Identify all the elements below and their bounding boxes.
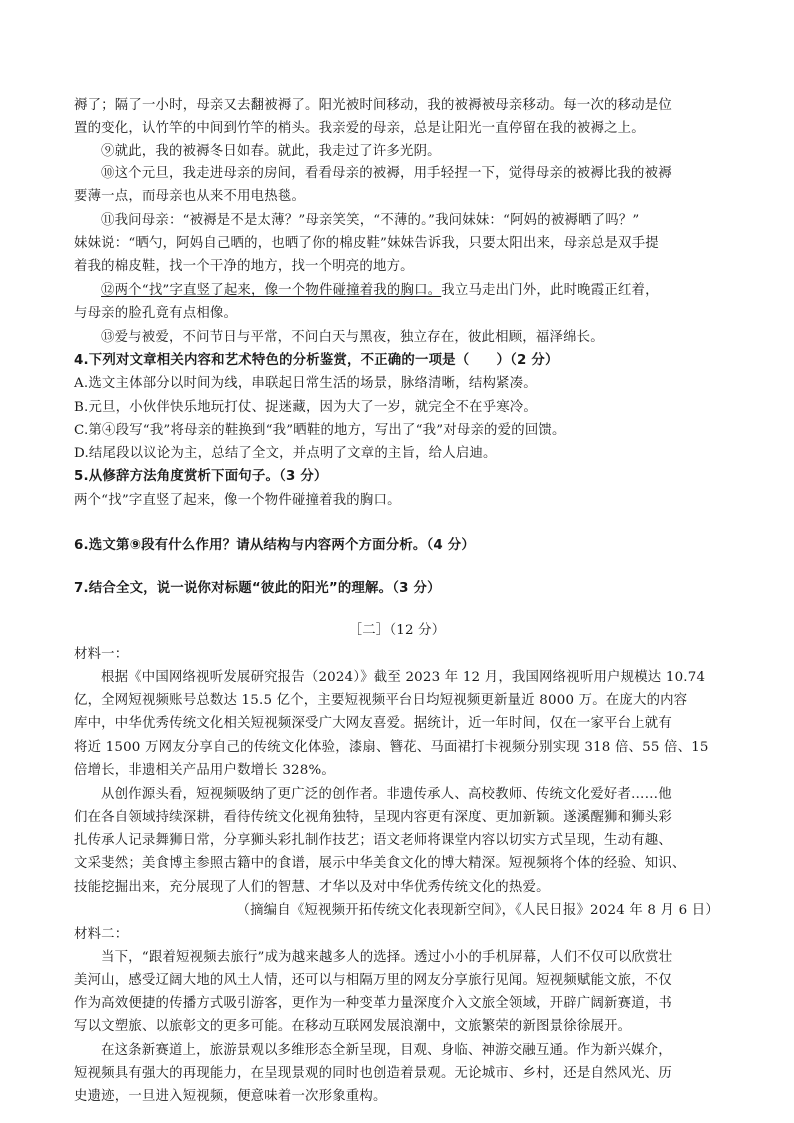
paragraph-9: ⑨就此，我的被褥冬日如春。就此，我走过了许多光阴。: [101, 144, 441, 159]
passage-line: 置的变化，认竹竿的中间到竹竿的梢头。我亲爱的母亲，总是让阳光一直停留在我的被褥之上。: [74, 121, 645, 136]
underlined-sentence: ⑫两个“找”字直竖了起来，像一个物件碰撞着我的胸口。: [101, 283, 442, 298]
material-1-line: 库中，中华优秀传统文化相关短视频深受广大网友喜爱。据统计，近一年时间，仅在一家平台上就有: [74, 716, 672, 731]
material-2-label: 材料二：: [74, 927, 129, 942]
paragraph-11: ⑪我问母亲：“被褥是不是太薄？”母亲笑笑，“不薄的。”我问妹妹：“阿妈的被褥晒了吗？”: [101, 213, 640, 228]
passage-line: 褥了；隔了一小时，母亲又去翻被褥了。阳光被时间移动，我的被褥被母亲移动。每一次的移动是位: [74, 98, 672, 113]
material-2-line: 短视频具有强大的再现能力，在呈现景观的同时也创造着景观。无论城市、乡村，还是自然风光、历: [74, 1066, 672, 1081]
question-5-sentence: 两个“找”字直竖了起来，像一个物件碰撞着我的胸口。: [74, 493, 401, 508]
section-heading: ［二］（12 分）: [348, 623, 446, 638]
question-4: 4.下列对文章相关内容和艺术特色的分析鉴赏，不正确的一项是（ ）（2 分）: [74, 353, 559, 368]
material-2-line: 在这条新赛道上，旅游景观以多维形态全新呈现，目观、身临、神游交融互通。作为新兴媒介，: [101, 1043, 672, 1058]
passage-line: 妹妹说：“晒勺，阿妈自己晒的，也晒了你的棉皮鞋”妹妹告诉我，只要太阳出来，母亲总是双手提: [74, 236, 659, 251]
material-1-line: 将近 1500 万网友分享自己的传统文化体验，漆扇、簪花、马面裙打卡视频分别实现 318 倍、55 倍、15: [74, 740, 709, 755]
material-1-line: 技能挖掘出来，充分展现了人们的智慧、才华以及对中华优秀传统文化的热爱。: [74, 880, 550, 895]
material-1-label: 材料一：: [74, 647, 129, 662]
option-a: A.选文主体部分以时间为线，串联起日常生活的场景，脉络清晰，结构紧凑。: [74, 376, 537, 391]
passage-line: 与母亲的脸孔竟有点相像。: [74, 306, 238, 321]
material-1-source: （摘编自《短视频开拓传统文化表现新空间》，《人民日报》2024 年 8 月 6 日）: [236, 903, 719, 918]
material-1-line: 文采斐然；美食博主参照古籍中的食谱，展示中华美食文化的博大精深。短视频将个体的经验、知识、: [74, 856, 686, 871]
question-7: 7.结合全文，说一说你对标题“彼此的阳光”的理解。（3 分）: [74, 581, 441, 596]
material-2-line: 美河山，感受辽阔大地的风土人情，还可以与相隔万里的网友分享旅行见闻。短视频赋能文旅，不仅: [74, 973, 672, 988]
option-c: C.第④段写“我”将母亲的鞋换到“我”晒鞋的地方，写出了“我”对母亲的爱的回馈。: [74, 423, 566, 438]
material-2-line: 史遗迹，一旦进入短视频，便意味着一次形象重构。: [74, 1089, 387, 1104]
passage-text: 我立马走出门外，此时晚霞正红着，: [441, 283, 659, 298]
material-1-line: 扎传承人记录舞狮日常，分享狮头彩扎制作技艺；语文老师将课堂内容以切实方式呈现，生动有趣、: [74, 833, 672, 848]
option-b: B.元旦，小伙伴快乐地玩打仗、捉迷藏，因为大了一岁，就完全不在乎寒冷。: [74, 400, 537, 415]
material-2-line: 当下，“跟着短视频去旅行”成为越来越多人的选择。透过小小的手机屏幕，人们不仅可以欣赏壮: [101, 950, 673, 965]
paragraph-13: ⑬爱与被爱，不问节日与平常，不问白天与黑夜，独立存在，彼此相顾，福泽绵长。: [101, 330, 604, 345]
question-6: 6.选文第⑨段有什么作用？请从结构与内容两个方面分析。（4 分）: [74, 538, 475, 553]
material-2-line: 写以文塑旅、以旅彰文的更多可能。在移动互联网发展浪潮中，文旅繁荣的新图景徐徐展开。: [74, 1019, 632, 1034]
material-1-line: 从创作源头看，短视频吸纳了更广泛的创作者。非遗传承人、高校教师、传统文化爱好者……他: [101, 787, 672, 802]
question-5: 5.从修辞方法角度赏析下面句子。（3 分）: [74, 469, 328, 484]
paragraph-10: ⑩这个元旦，我走进母亲的房间，看看母亲的被褥，用手轻捏一下，觉得母亲的被褥比我的被褥: [101, 166, 672, 181]
paragraph-12: [74, 280, 734, 301]
material-1-line: 倍增长，非遗相关产品用户数增长 328%。: [74, 763, 335, 778]
passage-line: 着我的棉皮鞋，找一个干净的地方，找一个明亮的地方。: [74, 259, 414, 274]
material-1-line: 们在各自领域持续深耕，看待传统文化视角独特，呈现内容更有深度、更加新颖。遂溪醒狮和狮头彩: [74, 810, 672, 825]
material-1-line: 亿，全网短视频账号总数达 15.5 亿个，主要短视频平台日均短视频更新量近 8000 万。在庞大的内容: [74, 693, 688, 708]
material-1-line: 根据《中国网络视听发展研究报告（2024）》截至 2023 年 12 月，我国网络视听用户规模达 10.74: [101, 670, 706, 685]
option-d: D.结尾段以议论为主，总结了全文，并点明了文章的主旨，给人启迪。: [74, 446, 497, 461]
passage-line: 要薄一点，而母亲也从来不用电热毯。: [74, 189, 306, 204]
material-2-line: 作为高效便捷的传播方式吸引游客，更作为一种变革力量深度介入文旅全领域，开辟广阔新赛道，书: [74, 996, 672, 1011]
